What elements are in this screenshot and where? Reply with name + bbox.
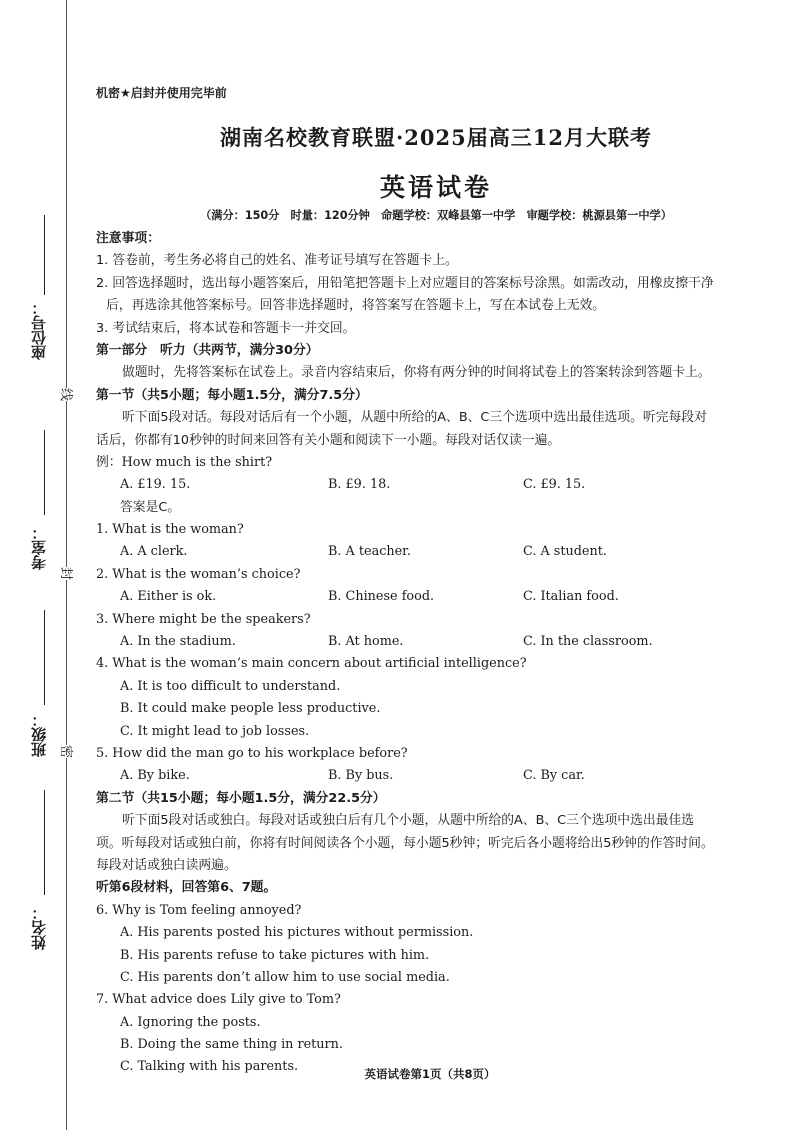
material-6-heading: 听第6段材料，回答第6、7题。 (96, 880, 277, 896)
page-footer: 英语试卷第1页（共8页） (364, 1067, 496, 1081)
section2-heading: 第二节（共15小题；每小题1.5分，满分22.5分） (96, 790, 386, 806)
option-a: A. His parents posted his pictures without permission. (120, 925, 474, 941)
option-a: A. In the stadium. (120, 634, 236, 650)
option-a: A. By bike. (120, 768, 190, 784)
option-c: C. His parents don’t allow him to use social media. (120, 969, 450, 985)
option-b: B. By bus. (328, 768, 394, 784)
notice-item-1: 1. 答卷前，考生务必将自己的姓名、准考证号填写在答题卡上。 (96, 253, 458, 269)
example-answer: 答案是C。 (120, 499, 181, 515)
notice-item-3: 3. 考试结束后，将本试卷和答题卡一并交回。 (96, 320, 356, 336)
exam-title: 湖南名校教育联盟·2025届高三12月大联考 (220, 125, 652, 150)
example-option-a: A. £19. 15. (120, 477, 191, 493)
example-option-c: C. £9. 15. (523, 477, 586, 493)
notice-item-2: 2. 回答选择题时，选出每小题答案后，用铅笔把答题卡上对应题目的答案标号涂黑。如需改动，用橡皮擦干净 (96, 275, 714, 291)
exam-meta: （满分：150分 时量：120分钟 命题学校：双峰县第一中学 审题学校：桃源县第一中学） (200, 209, 672, 222)
option-b: B. Doing the same thing in return. (120, 1037, 343, 1053)
question-2: 2. What is the woman’s choice? (96, 566, 301, 582)
section2-desc-cont-2: 每段对话或独白读两遍。 (96, 857, 237, 873)
question-1: 1. What is the woman? (96, 522, 244, 538)
class-label: 班级： (30, 712, 48, 757)
option-a: A. A clerk. (120, 544, 188, 560)
question-2-options (96, 586, 786, 608)
seal-feng-char: 封 (56, 567, 79, 580)
notice-item-2-cont: 后，再选涂其他答案标号。回答非选择题时，将答案写在答题卡上，写在本试卷上无效。 (106, 298, 606, 314)
section1-desc: 听下面5段对话。每段对话后有一个小题，从题中所给的A、B、C三个选项中选出最佳选项。听完每段对 (122, 410, 707, 426)
seat-number-blank[interactable] (44, 215, 45, 295)
example-question: 例：How much is the shirt? (96, 454, 273, 470)
example-option-b: B. £9. 18. (328, 477, 391, 493)
option-c: C. By car. (523, 768, 585, 784)
option-c: C. Italian food. (523, 589, 619, 605)
notice-heading: 注意事项： (96, 231, 160, 246)
exam-room-blank[interactable] (44, 430, 45, 515)
section1-heading: 第一节（共5小题；每小题1.5分，满分7.5分） (96, 387, 368, 403)
option-b: B. His parents refuse to take pictures with him. (120, 947, 430, 963)
part1-heading: 第一部分 听力（共两节，满分30分） (96, 342, 319, 358)
option-a: A. Either is ok. (120, 589, 217, 605)
question-3: 3. Where might be the speakers? (96, 611, 311, 627)
part1-desc: 做题时，先将答案标在试卷上。录音内容结束后，你将有两分钟的时间将试卷上的答案转涂到答题卡上。 (122, 365, 711, 381)
option-a: A. It is too difficult to understand. (120, 678, 341, 694)
section1-desc-cont: 话后，你都有10秒钟的时间来回答有关小题和阅读下一小题。每段对话仅读一遍。 (96, 432, 561, 448)
question-5: 5. How did the man go to his workplace before? (96, 745, 408, 761)
seal-line-char: 线 (56, 388, 79, 401)
option-a: A. Ignoring the posts. (120, 1014, 261, 1030)
exam-room-label: 考室： (30, 525, 48, 570)
section2-desc: 听下面5段对话或独白。每段对话或独白后有几个小题，从题中所给的A、B、C三个选项中选出最佳选 (122, 813, 695, 829)
question-3-options (96, 631, 786, 653)
example-options (96, 474, 786, 496)
seal-mi-char: 密 (56, 745, 79, 758)
binding-margin-line (66, 0, 67, 1130)
subject-title: 英语试卷 (379, 173, 492, 202)
confidential-notice: 机密★启封并使用完毕前 (96, 86, 227, 100)
option-c: C. It might lead to job losses. (120, 723, 310, 739)
question-4: 4. What is the woman’s main concern about artificial intelligence? (96, 656, 527, 672)
name-label: 姓名： (30, 905, 48, 950)
question-7: 7. What advice does Lily give to Tom? (96, 992, 341, 1008)
option-b: B. A teacher. (328, 544, 411, 560)
option-c: C. A student. (523, 544, 607, 560)
seat-number-label: 座位号： (30, 300, 48, 360)
option-c: C. In the classroom. (523, 634, 653, 650)
option-b: B. Chinese food. (328, 589, 435, 605)
name-blank[interactable] (44, 790, 45, 895)
question-5-options (96, 765, 786, 787)
class-blank[interactable] (44, 610, 45, 705)
exam-body (96, 228, 786, 1079)
question-1-options (96, 541, 786, 563)
question-6: 6. Why is Tom feeling annoyed? (96, 902, 302, 918)
section2-desc-cont: 项。听每段对话或独白前，你将有时间阅读各个小题，每小题5秒钟；听完后各小题将给出5秒钟的作答时间。 (96, 835, 714, 851)
option-c: C. Talking with his parents. (120, 1059, 299, 1075)
option-b: B. It could make people less productive. (120, 701, 381, 717)
option-b: B. At home. (328, 634, 404, 650)
